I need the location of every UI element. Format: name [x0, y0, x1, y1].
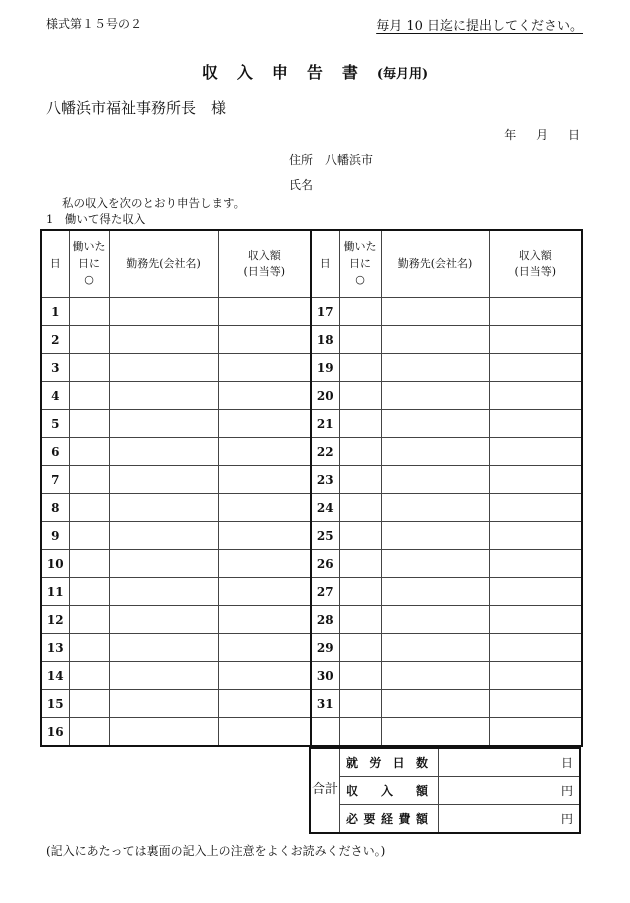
employer-field[interactable]	[381, 718, 489, 747]
header-income	[218, 230, 311, 298]
employer-field[interactable]	[109, 466, 218, 494]
table-row	[41, 466, 582, 494]
title-main: 収入申告書	[201, 63, 377, 82]
employer-field[interactable]	[109, 690, 218, 718]
employer-field[interactable]	[381, 466, 489, 494]
worked-mark-field[interactable]	[339, 690, 381, 718]
worked-mark-field[interactable]	[69, 494, 109, 522]
day-number: 22	[311, 438, 339, 466]
income-field[interactable]	[489, 690, 582, 718]
worked-mark-field[interactable]	[69, 354, 109, 382]
totals-row	[310, 748, 580, 777]
worked-mark-field[interactable]	[339, 634, 381, 662]
employer-field[interactable]	[381, 326, 489, 354]
totals-label-expenses: 必要経費額	[340, 805, 439, 834]
day-number: 1	[41, 298, 69, 326]
totals-label-income: 収入額	[340, 777, 439, 805]
income-field[interactable]	[489, 522, 582, 550]
declaration-text: 私の収入を次のとおり申告します。	[62, 196, 246, 210]
employer-field[interactable]	[109, 578, 218, 606]
day-number: 2	[41, 326, 69, 354]
worked-mark-field[interactable]	[69, 662, 109, 690]
income-field[interactable]	[489, 578, 582, 606]
worked-mark-field[interactable]	[69, 438, 109, 466]
table-row	[41, 690, 582, 718]
employer-field[interactable]	[381, 550, 489, 578]
income-field[interactable]	[218, 690, 311, 718]
header-worked-right-line1: 働いた	[343, 240, 377, 254]
totals-expenses-field[interactable]	[439, 805, 581, 834]
income-field[interactable]	[489, 718, 582, 747]
address-label: 住所 八幡浜市	[289, 153, 374, 167]
totals-income-field[interactable]	[439, 777, 581, 805]
worked-mark-field[interactable]	[339, 298, 381, 326]
day-number: 14	[41, 662, 69, 690]
worked-mark-field[interactable]	[69, 326, 109, 354]
header-worked-right	[339, 230, 381, 298]
table-row	[41, 634, 582, 662]
page-title	[0, 60, 630, 83]
form-number: 様式第１５号の２	[46, 17, 143, 31]
day-number: 15	[41, 690, 69, 718]
worked-mark-field[interactable]	[339, 326, 381, 354]
income-field[interactable]	[218, 298, 311, 326]
day-number: 12	[41, 606, 69, 634]
worked-mark-field[interactable]	[339, 550, 381, 578]
table-row	[41, 718, 582, 747]
header-employer: 勤務先(会社名)	[109, 230, 218, 298]
title-sub: (毎月用)	[376, 67, 429, 82]
totals-unit-yen: 円	[560, 812, 573, 826]
employer-field[interactable]	[109, 298, 218, 326]
employer-field[interactable]	[381, 522, 489, 550]
employer-field[interactable]	[381, 438, 489, 466]
table-row	[41, 606, 582, 634]
income-field[interactable]	[218, 718, 311, 747]
employer-field[interactable]	[381, 410, 489, 438]
worked-mark-field[interactable]	[69, 606, 109, 634]
day-number: 29	[311, 634, 339, 662]
day-number: 11	[41, 578, 69, 606]
header-day: 日	[41, 230, 69, 298]
employer-field[interactable]	[109, 494, 218, 522]
income-field[interactable]	[489, 550, 582, 578]
income-field[interactable]	[489, 466, 582, 494]
income-field[interactable]	[489, 382, 582, 410]
day-number: 3	[41, 354, 69, 382]
header-income-right-line1: 収入額	[518, 248, 552, 262]
income-field[interactable]	[489, 634, 582, 662]
income-field[interactable]	[218, 606, 311, 634]
day-number: 17	[311, 298, 339, 326]
day-number: 24	[311, 494, 339, 522]
employer-field[interactable]	[381, 606, 489, 634]
date-year-label: 年	[504, 128, 517, 142]
day-number: 9	[41, 522, 69, 550]
day-number: 7	[41, 466, 69, 494]
header-worked	[69, 230, 109, 298]
day-number: 26	[311, 550, 339, 578]
income-field[interactable]	[489, 326, 582, 354]
employer-field[interactable]	[381, 298, 489, 326]
day-number: 27	[311, 578, 339, 606]
table-body	[41, 298, 582, 747]
table-row	[41, 354, 582, 382]
day-number: 28	[311, 606, 339, 634]
worked-mark-field[interactable]	[339, 438, 381, 466]
header-worked-line2: 日に	[78, 256, 100, 270]
day-number: 18	[311, 326, 339, 354]
header-income-right-line2: (日当等)	[514, 265, 557, 278]
totals-header: 合計	[310, 748, 340, 833]
header-income-line1: 収入額	[247, 248, 281, 262]
table-row	[41, 522, 582, 550]
income-field[interactable]	[218, 578, 311, 606]
worked-mark-field[interactable]	[339, 466, 381, 494]
worked-mark-field[interactable]	[69, 298, 109, 326]
employer-field[interactable]	[109, 410, 218, 438]
employer-field[interactable]	[109, 634, 218, 662]
employer-field[interactable]	[109, 606, 218, 634]
day-number: 31	[311, 690, 339, 718]
header-income-right	[489, 230, 582, 298]
day-number: 16	[41, 718, 69, 747]
employer-field[interactable]	[109, 438, 218, 466]
worked-mark-field[interactable]	[339, 522, 381, 550]
addressee: 八幡浜市福祉事務所長 様	[46, 99, 227, 117]
date-day-label: 日	[567, 128, 580, 142]
employer-field[interactable]	[109, 550, 218, 578]
date-month-label: 月	[536, 128, 549, 142]
employer-field[interactable]	[381, 690, 489, 718]
worked-mark-field[interactable]	[339, 662, 381, 690]
income-field[interactable]	[218, 410, 311, 438]
day-number: 19	[311, 354, 339, 382]
section-1-heading: 1 働いて得た収入	[46, 212, 146, 226]
income-field[interactable]	[218, 662, 311, 690]
footnote: (記入にあたっては裏面の記入上の注意をよくお読みください。)	[46, 844, 386, 858]
table-header-row	[41, 230, 582, 298]
income-field[interactable]	[218, 634, 311, 662]
table-row	[41, 494, 582, 522]
worked-mark-field[interactable]	[69, 578, 109, 606]
income-field[interactable]	[218, 382, 311, 410]
employer-field[interactable]	[109, 662, 218, 690]
employer-field[interactable]	[109, 326, 218, 354]
worked-mark-field[interactable]	[69, 410, 109, 438]
income-field[interactable]	[218, 354, 311, 382]
totals-label-workdays: 就労日数	[340, 748, 439, 777]
worked-mark-field[interactable]	[69, 382, 109, 410]
table-row	[41, 550, 582, 578]
worked-mark-field[interactable]	[339, 578, 381, 606]
income-field[interactable]	[218, 522, 311, 550]
income-field[interactable]	[489, 494, 582, 522]
totals-row	[310, 805, 580, 834]
day-number: 25	[311, 522, 339, 550]
day-number: 20	[311, 382, 339, 410]
income-field[interactable]	[489, 354, 582, 382]
worked-mark-field[interactable]	[69, 718, 109, 747]
worked-mark-field[interactable]	[339, 606, 381, 634]
table-row	[41, 298, 582, 326]
income-table	[40, 229, 583, 747]
name-label: 氏名	[289, 178, 314, 192]
income-field[interactable]	[218, 550, 311, 578]
table-row	[41, 410, 582, 438]
header-employer-right: 勤務先(会社名)	[381, 230, 489, 298]
employer-field[interactable]	[381, 662, 489, 690]
totals-table	[309, 747, 581, 834]
worked-mark-field[interactable]	[69, 522, 109, 550]
header-income-line2: (日当等)	[243, 265, 286, 278]
employer-field[interactable]	[109, 382, 218, 410]
employer-field[interactable]	[381, 634, 489, 662]
day-number: 23	[311, 466, 339, 494]
worked-mark-field[interactable]	[339, 382, 381, 410]
worked-mark-field[interactable]	[69, 550, 109, 578]
income-field[interactable]	[489, 298, 582, 326]
income-field[interactable]	[218, 326, 311, 354]
table-row	[41, 578, 582, 606]
worked-mark-field[interactable]	[69, 466, 109, 494]
employer-field[interactable]	[109, 522, 218, 550]
employer-field[interactable]	[381, 494, 489, 522]
day-number: 6	[41, 438, 69, 466]
totals-workdays-field[interactable]	[439, 748, 581, 777]
header-worked-right-line2: 日に	[349, 256, 371, 270]
totals-unit-yen: 円	[560, 784, 573, 798]
totals-unit-days: 日	[560, 756, 573, 770]
day-number: 30	[311, 662, 339, 690]
income-field[interactable]	[489, 410, 582, 438]
table-row	[41, 438, 582, 466]
day-number: 8	[41, 494, 69, 522]
totals-row	[310, 777, 580, 805]
table-row	[41, 326, 582, 354]
header-day-right: 日	[311, 230, 339, 298]
worked-mark-field[interactable]	[69, 690, 109, 718]
income-field[interactable]	[218, 466, 311, 494]
employer-field[interactable]	[381, 354, 489, 382]
empty-day-cell	[311, 718, 339, 747]
day-number: 10	[41, 550, 69, 578]
employer-field[interactable]	[109, 354, 218, 382]
deadline-note: 毎月 10 日迄に提出してください。	[376, 19, 583, 34]
table-row	[41, 382, 582, 410]
day-number: 5	[41, 410, 69, 438]
income-field[interactable]	[489, 438, 582, 466]
header-worked-line1: 働いた	[72, 240, 106, 254]
day-number: 4	[41, 382, 69, 410]
income-field[interactable]	[489, 662, 582, 690]
income-field[interactable]	[218, 438, 311, 466]
header-worked-line3: ○	[84, 273, 94, 287]
employer-field[interactable]	[109, 718, 218, 747]
income-field[interactable]	[218, 494, 311, 522]
worked-mark-field[interactable]	[339, 354, 381, 382]
employer-field[interactable]	[381, 382, 489, 410]
worked-mark-field[interactable]	[339, 494, 381, 522]
employer-field[interactable]	[381, 578, 489, 606]
worked-mark-field[interactable]	[339, 718, 381, 747]
day-number: 13	[41, 634, 69, 662]
worked-mark-field[interactable]	[69, 634, 109, 662]
date-line	[504, 126, 580, 143]
table-row	[41, 662, 582, 690]
header-worked-right-line3: ○	[355, 273, 365, 287]
worked-mark-field[interactable]	[339, 410, 381, 438]
income-field[interactable]	[489, 606, 582, 634]
day-number: 21	[311, 410, 339, 438]
